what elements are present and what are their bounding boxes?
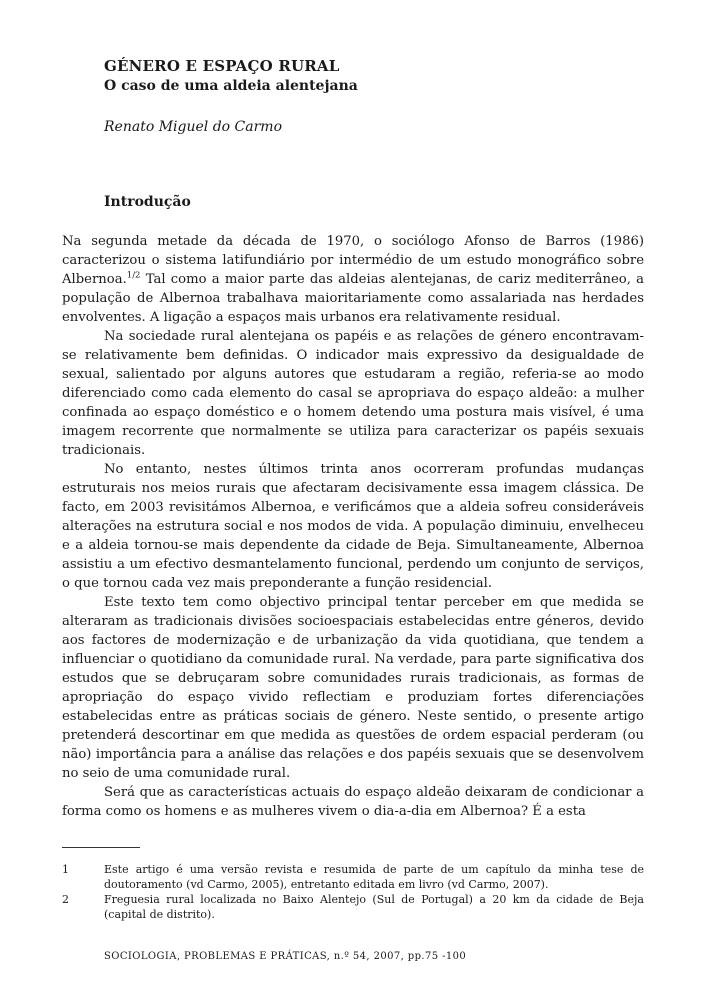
footnote-text: Este artigo é uma versão revista e resumida de parte de um capítulo da minha tese de doutoramento (vd Carmo, 2005), entretanto editada em livro (vd Carmo, 2007). [104, 863, 644, 891]
footnote-text: Freguesia rural localizada no Baixo Alentejo (Sul de Portugal) a 20 km da cidade de Beja (capital de distrito). [104, 893, 644, 921]
paragraph: No entanto, nestes últimos trinta anos ocorreram profundas mudanças estruturais nos meios rurais que afectaram decisivamente essa imagem clássica. De facto, em 2003 revisitámos Albernoa, e verificámos que a aldeia sofreu consideráveis alterações na estrutura social e nos modos de vida. A população diminuiu, envelheceu e a aldeia tornou-se mais dependente da cidade de Beja. Simultaneamente, Albernoa assistiu a um efectivo desmantelamento funcional, perdendo um conjunto de serviços, o que tornou cada vez mais preponderante a função residencial. [62, 462, 644, 591]
paragraph: Na sociedade rural alentejana os papéis e as relações de género encontravam-se relativamente bem definidas. O indicador mais expressivo da desigualdade de sexual, salientado por alguns autores que estudaram a região, referia-se ao modo diferenciado como cada elemento do casal se apropriava do espaço aldeão: a mulher confinada ao espaço doméstico e o homem detendo uma postura mais visível, é uma imagem recorrente que normalmente se utiliza para caracterizar os papéis sexuais tradicionais. [62, 329, 644, 458]
body-text [62, 232, 644, 821]
paragraph: Será que as características actuais do espaço aldeão deixaram de condicionar a forma como os homens e as mulheres vivem o dia-a-dia em Albernoa? É a esta [62, 785, 644, 819]
article-subtitle: O caso de uma aldeia alentejana [104, 78, 358, 94]
section-heading: Introdução [104, 194, 191, 210]
footnote-ref: 1/2 [126, 270, 141, 281]
paragraph: Na segunda metade da década de 1970, o sociólogo Afonso de Barros (1986) caracterizou o sistema latifundiário por intermédio de um estudo monográfico sobre Albernoa.$^{1/2}$ Tal como a maior parte das aldeias alentejanas, de cariz mediterrâneo, a população de Albernoa trabalhava maioritariamente como assalariada nas herdades envolventes. A ligação a espaços mais urbanos era relativamente residual. [62, 234, 644, 325]
paragraph: Este texto tem como objectivo principal tentar perceber em que medida se alteraram as tradicionais divisões socioespaciais estabelecidas entre géneros, devido aos factores de modernização e de urbanização da vida quotidiana, que tendem a influenciar o quotidiano da comunidade rural. Na verdade, para parte significativa dos estudos que se debruçaram sobre comunidades rurais tradicionais, as formas de apropriação do espaço vivido reflectiam e produziam fortes diferenciações estabelecidas entre as práticas sociais de género. Neste sentido, o presente artigo pretenderá descortinar em que medida as questões de ordem espacial perderam (ou não) importância para a análise das relações e dos papéis sexuais que se desenvolvem no seio de uma comunidade rural. [62, 595, 644, 781]
journal-footer: SOCIOLOGIA, PROBLEMAS E PRÁTICAS, n.º 54, 2007, pp.75 -100 [104, 951, 467, 962]
footnote-divider [62, 847, 140, 848]
footnote-number: 2 [62, 893, 69, 906]
author-name: Renato Miguel do Carmo [104, 119, 282, 135]
article-title: GÉNERO E ESPAÇO RURAL [104, 57, 340, 75]
footnote [62, 892, 644, 922]
footnote-number: 1 [62, 863, 69, 876]
footnote [62, 862, 644, 892]
